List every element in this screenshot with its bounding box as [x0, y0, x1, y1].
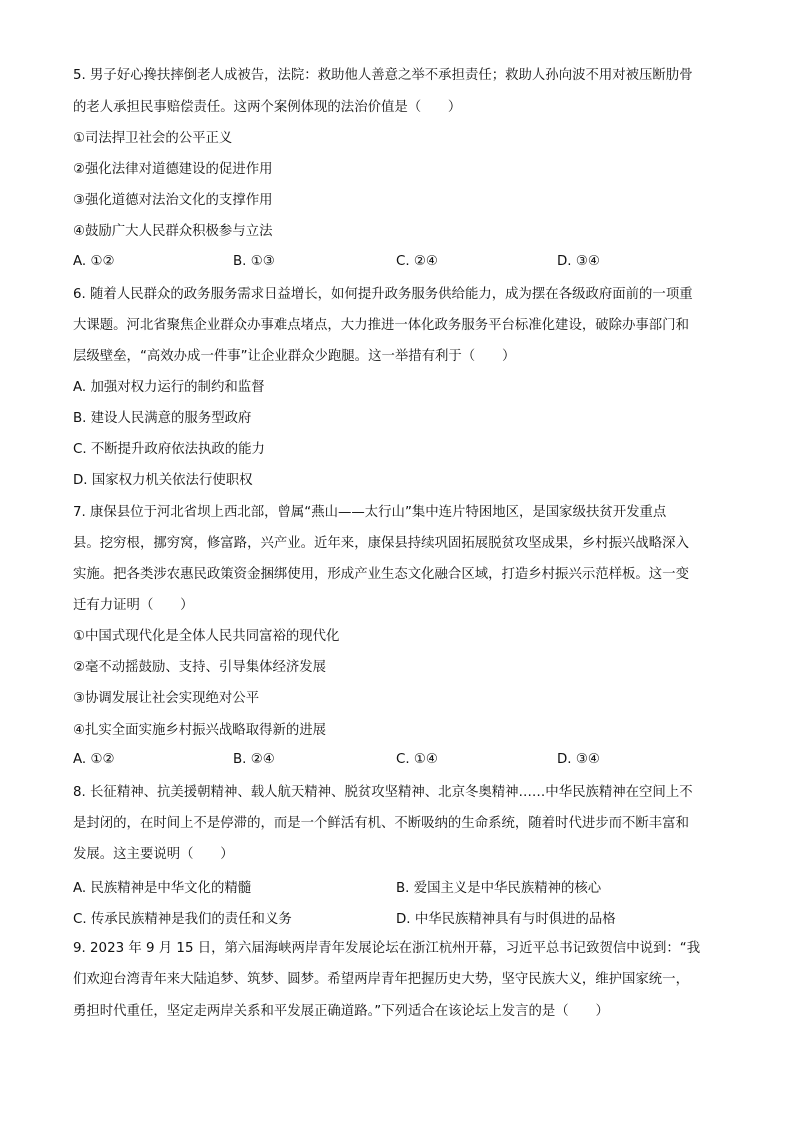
q7-stem-line-1: 7. 康保县位于河北省坝上西北部，曾属“燕山——太行山”集中连片特困地区，是国家级扶贫开发重点 [73, 505, 667, 520]
q5-item-4: ④鼓励广大人民群众积极参与立法 [73, 224, 273, 239]
q7-stem-line-3: 实施。把各类涉农惠民政策资金捆绑使用，形成产业生态文化融合区域，打造乡村振兴示范样板。这一变 [73, 567, 689, 582]
q7-choice-a: A. ①② [73, 752, 115, 767]
q9-stem-line-3: 勇担时代重任，坚定走两岸关系和平发展正确道路。”下列适合在该论坛上发言的是（ ） [73, 1004, 609, 1019]
q5-choice-a: A. ①② [73, 254, 115, 269]
q7-item-3: ③协调发展让社会实现绝对公平 [73, 691, 260, 706]
q6-option-a: A. 加强对权力运行的制约和监督 [73, 380, 265, 395]
q7-stem-line-2: 县。挖穷根，挪穷窝，修富路，兴产业。近年来，康保县持续巩固拓展脱贫攻坚成果，乡村振兴战略深入 [73, 536, 689, 551]
q6-stem-line-1: 6. 随着人民群众的政务服务需求日益增长，如何提升政务服务供给能力，成为摆在各级政府面前的一项重 [73, 287, 693, 302]
q5-choice-c: C. ②④ [396, 254, 438, 269]
q5-item-2: ②强化法律对道德建设的促进作用 [73, 162, 273, 177]
q6-option-c: C. 不断提升政府依法执政的能力 [73, 442, 265, 457]
q8-option-b: B. 爱国主义是中华民族精神的核心 [396, 881, 602, 896]
q8-option-d: D. 中华民族精神具有与时俱进的品格 [396, 912, 616, 927]
q5-stem-line-1: 5. 男子好心搀扶摔倒老人成被告，法院：救助他人善意之举不承担责任；救助人孙向波不用对被压断肋骨 [73, 68, 693, 83]
q5-choice-d: D. ③④ [557, 254, 600, 269]
q7-item-4: ④扎实全面实施乡村振兴战略取得新的进展 [73, 723, 327, 738]
q6-option-b: B. 建设人民满意的服务型政府 [73, 411, 252, 426]
q7-item-2: ②毫不动摇鼓励、支持、引导集体经济发展 [73, 660, 327, 675]
q8-stem-line-1: 8. 长征精神、抗美援朝精神、载人航天精神、脱贫攻坚精神、北京冬奥精神……中华民族精神在空间上不 [73, 785, 693, 800]
q5-choice-b: B. ①③ [233, 254, 275, 269]
q8-stem-line-3: 发展。这主要说明（ ） [73, 847, 234, 862]
q7-choice-c: C. ①④ [396, 752, 438, 767]
q9-stem-line-1: 9. 2023 年 9 月 15 日，第六届海峡两岸青年发展论坛在浙江杭州开幕，习近平总书记致贺信中说到：“我 [73, 941, 701, 956]
q8-stem-line-2: 是封闭的，在时间上不是停滞的，而是一个鲜活有机、不断吸纳的生命系统，随着时代进步而不断丰富和 [73, 816, 689, 831]
q8-option-c: C. 传承民族精神是我们的责任和义务 [73, 912, 292, 927]
q7-choice-b: B. ②④ [233, 752, 275, 767]
q9-stem-line-2: 们欢迎台湾青年来大陆追梦、筑梦、圆梦。希望两岸青年把握历史大势，坚守民族大义，维护国家统一， [73, 972, 689, 987]
q7-item-1: ①中国式现代化是全体人民共同富裕的现代化 [73, 629, 340, 644]
q7-stem-line-4: 迁有力证明（ ） [73, 598, 194, 613]
q7-choice-d: D. ③④ [557, 752, 600, 767]
q6-stem-line-2: 大课题。河北省聚焦企业群众办事难点堵点，大力推进一体化政务服务平台标准化建设，破除办事部门和 [73, 318, 689, 333]
q6-option-d: D. 国家权力机关依法行使职权 [73, 473, 253, 488]
q5-item-1: ①司法捍卫社会的公平正义 [73, 131, 233, 146]
q6-stem-line-3: 层级壁垒，“高效办成一件事”让企业群众少跑腿。这一举措有利于（ ） [73, 349, 516, 364]
q5-stem-line-2: 的老人承担民事赔偿责任。这两个案例体现的法治价值是（ ） [73, 100, 462, 115]
q5-item-3: ③强化道德对法治文化的支撑作用 [73, 193, 273, 208]
q8-option-a: A. 民族精神是中华文化的精髓 [73, 881, 252, 896]
